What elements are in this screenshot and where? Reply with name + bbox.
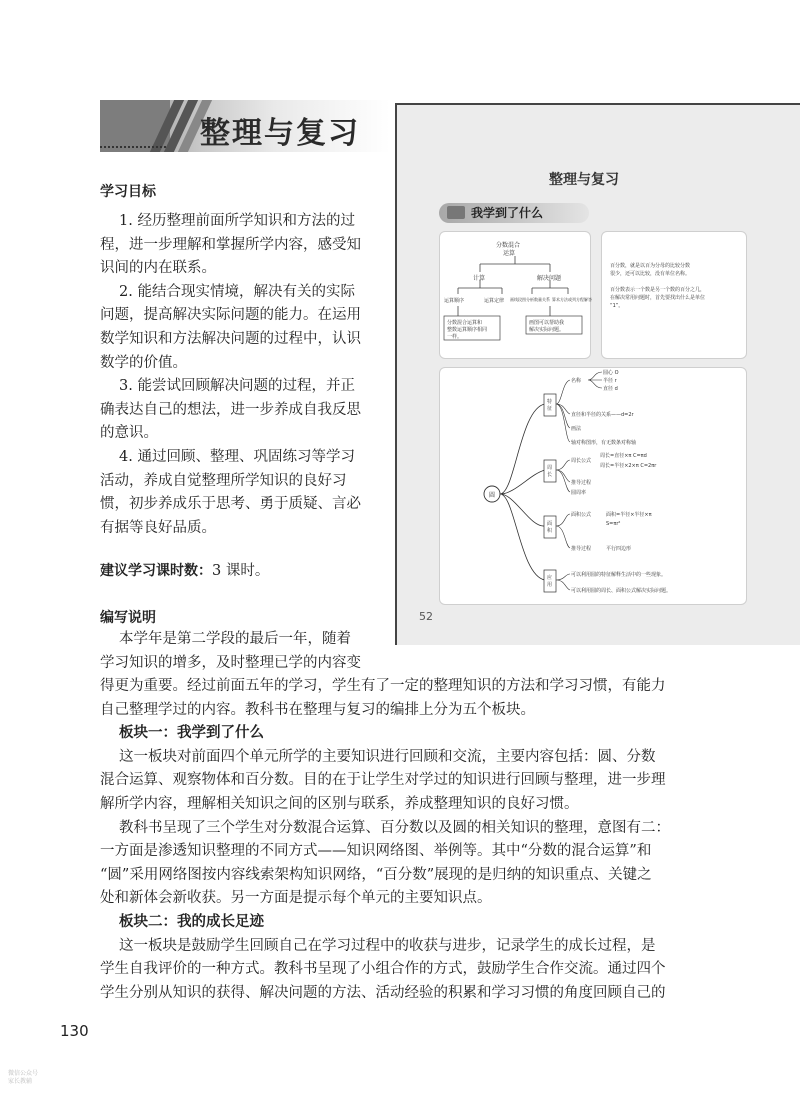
card1-note: 一样。 bbox=[447, 334, 463, 340]
text-line: 解所学内容，理解相关知识之间的区别与联系，养成整理知识的良好习惯。 bbox=[100, 795, 579, 812]
hours-value: 3 课时。 bbox=[212, 563, 270, 579]
mindmap-branch: 特征 bbox=[547, 399, 553, 412]
chapter-banner bbox=[100, 100, 390, 152]
mindmap-item: 可以利用圆的周长、面积公式解决实际问题。 bbox=[571, 588, 672, 594]
text-line: 学生分别从知识的获得、解决问题的方法、活动经验的积累和学习习惯的角度回顾自己的 bbox=[100, 984, 666, 1001]
card1-root: 分数混合 bbox=[496, 242, 521, 249]
section-label: 我学到了什么 bbox=[471, 206, 544, 220]
card1-leaf: 画线段图分析数量关系 bbox=[510, 297, 550, 302]
circle-mindmap bbox=[440, 368, 746, 604]
card2-line: 在解决常用问题时，首先要找出什么是单位 bbox=[610, 295, 706, 301]
mindmap-center: 圆 bbox=[489, 492, 496, 499]
mindmap-item: 圆周率 bbox=[571, 490, 587, 496]
mindmap-item: 名称 bbox=[571, 378, 582, 384]
card1-leaf: 运算定律 bbox=[484, 298, 505, 304]
text-line: 混合运算、观察物体和百分数。目的在于让学生对学过的知识进行回顾与整理，进一步理 bbox=[100, 772, 666, 789]
card1-note: 解决实际问题。 bbox=[529, 327, 565, 333]
objective-line: 数学的价值。 bbox=[100, 354, 187, 371]
textbook-page-image bbox=[395, 103, 800, 645]
mindmap-branch: 面积 bbox=[547, 521, 553, 534]
watermark bbox=[8, 1070, 38, 1086]
text-line: 本学年是第二学段的最后一年，随着 bbox=[119, 631, 351, 647]
circle-card bbox=[439, 367, 747, 605]
mindmap-item: 圆心 O bbox=[603, 370, 619, 376]
objective-line: 确表达自己的想法，进一步养成自我反思 bbox=[100, 401, 361, 418]
card2-line: 很少，还可以比较，没有单位名称。 bbox=[610, 271, 691, 277]
block2-title: 板块二：我的成长足迹 bbox=[119, 913, 264, 930]
objective-line: 数学知识和方法解决问题的过程中，认识 bbox=[100, 330, 361, 347]
mindmap-item: 周长=半径×2×π C=2πr bbox=[600, 463, 657, 469]
mindmap-item: 平行四边形 bbox=[606, 546, 632, 552]
mindmap-item: 周长=直径×π C=πd bbox=[600, 453, 647, 459]
suggested-hours bbox=[100, 560, 269, 584]
objective-line: 有据等良好品质。 bbox=[100, 519, 216, 536]
mindmap-branch: 周长 bbox=[547, 465, 553, 478]
mindmap-item: 半径 r bbox=[603, 378, 617, 384]
card2-line: “1”。 bbox=[610, 303, 624, 309]
card1-leaf: 运算顺序 bbox=[444, 298, 465, 304]
card1-mid: 计算 bbox=[473, 275, 486, 282]
hours-label: 建议学习课时数： bbox=[100, 563, 212, 579]
objectives-list bbox=[100, 210, 390, 540]
text-line: 处和新体会新收获。另一方面是提示每个单元的主要知识点。 bbox=[100, 890, 492, 907]
objective-line: 识间的内在联系。 bbox=[100, 260, 216, 277]
card1-connectors bbox=[440, 232, 590, 358]
text-line: 自己整理学过的内容。教科书在整理与复习的编排上分为五个板块。 bbox=[100, 701, 535, 718]
card2-line: 百分数表示一个数是另一个数的百分之几， bbox=[610, 287, 706, 293]
mindmap-item: S=πr² bbox=[606, 521, 621, 527]
mindmap-branch: 应用 bbox=[547, 575, 553, 588]
text-line: 教科书呈现了三个学生对分数混合运算、百分数以及圆的相关知识的整理，意图有二： bbox=[119, 819, 670, 836]
card1-leaf: 算术方法或列方程解答 bbox=[552, 297, 592, 302]
objectives-heading: 学习目标 bbox=[100, 184, 156, 200]
chapter-title: 整理与复习 bbox=[200, 116, 360, 151]
percent-card bbox=[601, 231, 747, 359]
card1-root: 运算 bbox=[503, 250, 516, 257]
mindmap-item: 推导过程 bbox=[571, 546, 592, 552]
text-line: 这一板块是鼓励学生回顾自己在学习过程中的收获与进步，记录学生的成长过程，是 bbox=[119, 937, 656, 954]
mindmap-item: 轴对称图形，有无数条对称轴 bbox=[571, 440, 637, 446]
card1-note: 整数运算顺序相同 bbox=[447, 327, 488, 333]
objective-line: 的意识。 bbox=[100, 425, 158, 442]
objective-line: 3. 能尝试回顾解决问题的过程，并正 bbox=[119, 378, 355, 395]
mindmap-item: 面积公式 bbox=[571, 512, 592, 518]
objective-line: 活动，养成自觉整理所学知识的良好习 bbox=[100, 472, 347, 489]
text-line: 得更为重要。经过前面五年的学习，学生有了一定的整理知识的方法和学习习惯，有能力 bbox=[100, 678, 666, 694]
book-title: 整理与复习 bbox=[549, 172, 619, 188]
writing-body bbox=[100, 675, 700, 1005]
card1-note: 画图可以帮助我 bbox=[529, 320, 565, 326]
text-line: 学习知识的增多，及时整理已学的内容变 bbox=[100, 654, 361, 671]
mindmap-item: 画法 bbox=[571, 426, 582, 432]
card2-line: 百分数，就是以百为分母的比较分数 bbox=[610, 263, 691, 269]
watermark-line: 微信公众号 bbox=[8, 1070, 39, 1077]
objective-line: 2. 能结合现实情境，解决有关的实际 bbox=[119, 283, 355, 300]
card1-note: 分数混合运算和 bbox=[447, 320, 483, 326]
mindmap-item: 推导过程 bbox=[571, 480, 592, 486]
writing-intro-short bbox=[100, 628, 395, 675]
text-line: 这一板块对前面四个单元所学的主要知识进行回顾和交流，主要内容包括：圆、分数 bbox=[119, 748, 656, 765]
card1-mid: 解决问题 bbox=[537, 275, 562, 282]
section-badge bbox=[439, 203, 589, 223]
page-number: 130 bbox=[60, 1022, 89, 1040]
book-icon bbox=[447, 206, 465, 219]
objective-line: 4. 通过回顾、整理、巩固练习等学习 bbox=[119, 448, 355, 465]
text-line: “圆”采用网络图按内容线索架构知识网络，“百分数”展现的是归纳的知识重点、关键之 bbox=[100, 866, 652, 883]
fraction-card bbox=[439, 231, 591, 359]
banner-dotted-line bbox=[100, 146, 166, 148]
mindmap-item: 周长公式 bbox=[571, 458, 592, 464]
watermark-line: 家长教辅 bbox=[8, 1078, 33, 1085]
mindmap-item: 直径和半径的关系——d=2r bbox=[571, 412, 634, 418]
objective-line: 问题，提高解决实际问题的能力。在运用 bbox=[100, 307, 361, 324]
writing-heading: 编写说明 bbox=[100, 610, 156, 626]
objective-line: 程，进一步理解和掌握所学内容，感受知 bbox=[100, 236, 361, 253]
mindmap-item: 面积=半径×半径×π bbox=[606, 512, 652, 518]
text-line: 一方面是渗透知识整理的不同方式——知识网络图、举例等。其中“分数的混合运算”和 bbox=[100, 843, 652, 860]
text-line: 学生自我评价的一种方式。教科书呈现了小组合作的方式，鼓励学生合作交流。通过四个 bbox=[100, 961, 666, 978]
book-page-number: 52 bbox=[419, 610, 433, 623]
block1-title: 板块一：我学到了什么 bbox=[119, 725, 264, 742]
objective-line: 1. 经历整理前面所学知识和方法的过 bbox=[119, 213, 355, 229]
mindmap-item: 可以利用圆的特征解释生活中的一些现象。 bbox=[571, 572, 667, 578]
objective-line: 惯，初步养成乐于思考、勇于质疑、言必 bbox=[100, 496, 361, 513]
mindmap-item: 直径 d bbox=[603, 386, 618, 392]
